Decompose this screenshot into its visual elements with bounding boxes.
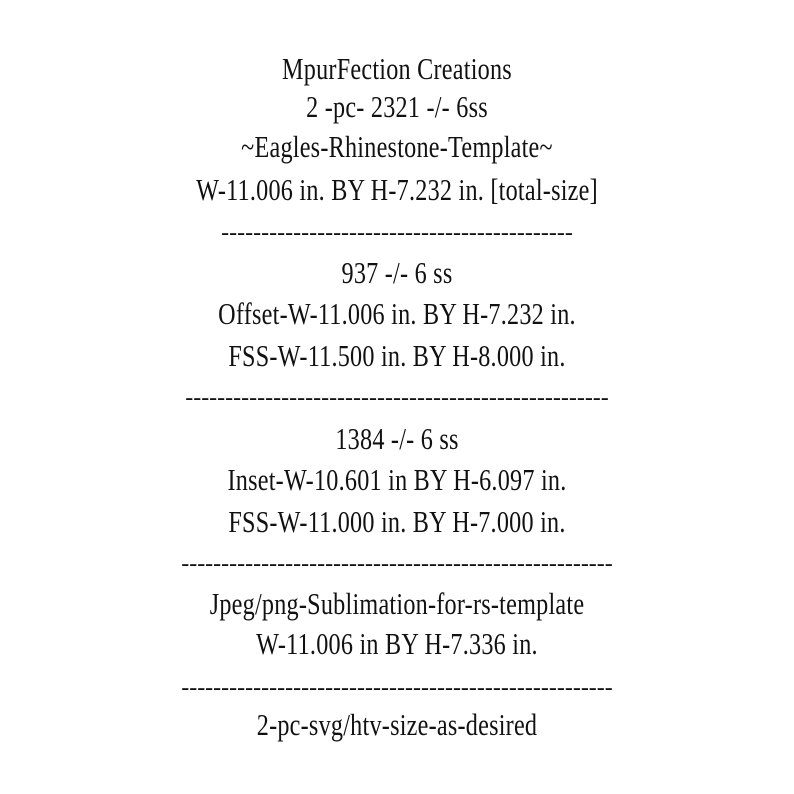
inset-stone-count: 1384 -/- 6 ss: [335, 421, 459, 456]
inset-size: Inset-W-10.601 in BY H-6.097 in.: [227, 462, 567, 497]
sublimation-title: Jpeg/png-Sublimation-for-rs-template: [209, 586, 585, 621]
separator-4: ------------------------------------------------------: [181, 675, 613, 701]
template-name: ~Eagles-Rhinestone-Template~: [241, 129, 553, 164]
svg-htv-note: 2-pc-svg/htv-size-as-desired: [256, 707, 538, 742]
separator-3: ------------------------------------------------------: [181, 551, 613, 577]
separator-2: -----------------------------------------------------: [185, 385, 609, 411]
offset-stone-count: 937 -/- 6 ss: [341, 255, 453, 290]
brand-title: MpurFection Creations: [282, 51, 512, 86]
total-size: W-11.006 in. BY H-7.232 in. [total-size]: [196, 172, 598, 207]
inset-fss-size: FSS-W-11.000 in. BY H-7.000 in.: [228, 504, 566, 539]
offset-fss-size: FSS-W-11.500 in. BY H-8.000 in.: [228, 338, 566, 373]
sublimation-size: W-11.006 in BY H-7.336 in.: [256, 626, 538, 661]
piece-count: 2 -pc- 2321 -/- 6ss: [306, 89, 488, 124]
separator-1: --------------------------------------------: [221, 220, 573, 246]
offset-size: Offset-W-11.006 in. BY H-7.232 in.: [218, 296, 576, 331]
